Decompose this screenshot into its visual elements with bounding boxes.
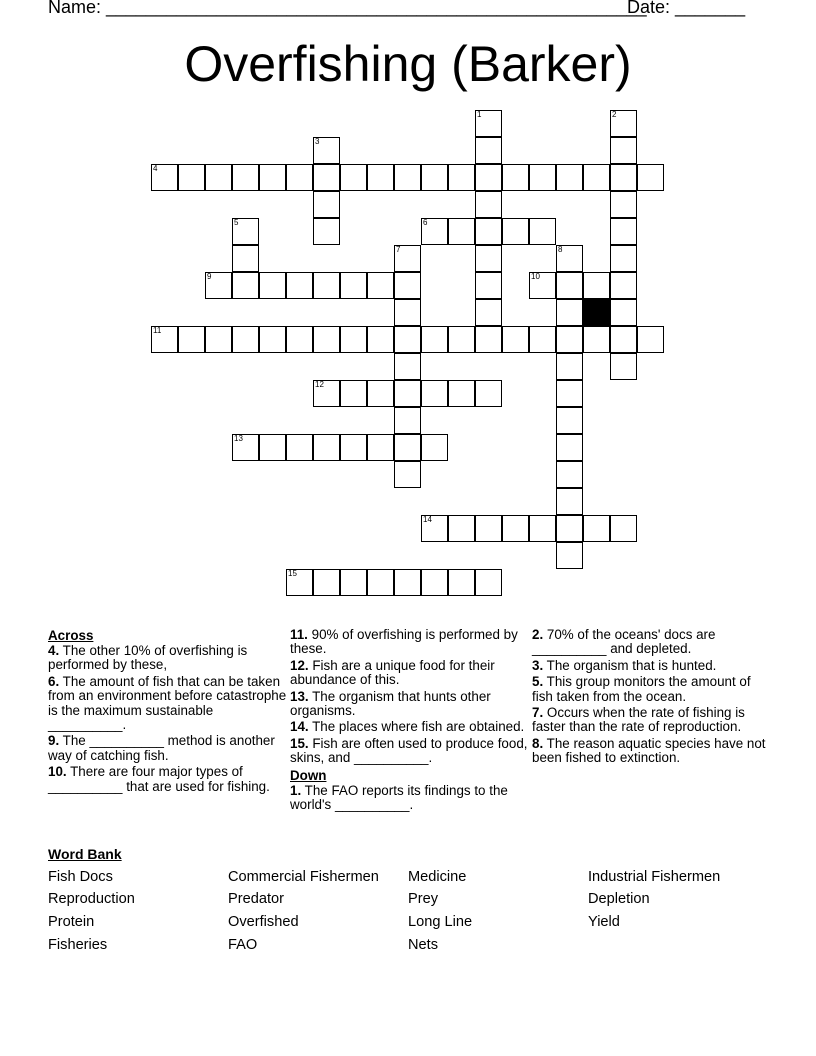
crossword-cell[interactable] bbox=[394, 461, 421, 488]
crossword-cell[interactable] bbox=[232, 164, 259, 191]
crossword-cell[interactable] bbox=[529, 164, 556, 191]
clue-across-4 bbox=[48, 644, 288, 673]
crossword-cell[interactable] bbox=[232, 272, 259, 299]
clue-number: 12. bbox=[290, 657, 309, 673]
crossword-cell[interactable] bbox=[448, 569, 475, 596]
crossword-cell[interactable] bbox=[151, 326, 178, 353]
cell-number: 14 bbox=[423, 515, 432, 524]
crossword-cell[interactable] bbox=[151, 164, 178, 191]
clue-across-15 bbox=[290, 737, 530, 766]
crossword-cell[interactable] bbox=[394, 299, 421, 326]
crossword-cell[interactable] bbox=[259, 326, 286, 353]
crossword-cell[interactable] bbox=[610, 272, 637, 299]
clue-across-6 bbox=[48, 675, 288, 733]
cell-number: 6 bbox=[423, 218, 428, 227]
crossword-cell[interactable] bbox=[232, 434, 259, 461]
middle-clues-column bbox=[290, 628, 530, 814]
crossword-cell[interactable] bbox=[502, 164, 529, 191]
crossword-cell[interactable] bbox=[610, 299, 637, 326]
clue-text: There are four major types of __________ that are used for fishing. bbox=[48, 764, 270, 794]
crossword-cell[interactable] bbox=[475, 272, 502, 299]
crossword-cell[interactable] bbox=[259, 164, 286, 191]
crossword-cell[interactable] bbox=[556, 515, 583, 542]
crossword-cell[interactable] bbox=[556, 380, 583, 407]
crossword-cell[interactable] bbox=[286, 272, 313, 299]
crossword-cell[interactable] bbox=[475, 380, 502, 407]
clue-text: Fish are often used to produce food, skins, and __________. bbox=[290, 735, 528, 766]
crossword-cell[interactable] bbox=[502, 326, 529, 353]
word-bank-item: Overfished bbox=[228, 914, 299, 930]
clue-text: The reason aquatic species have not been fished to extinction. bbox=[532, 735, 766, 766]
crossword-cell[interactable] bbox=[475, 569, 502, 596]
word-bank-item: Depletion bbox=[588, 891, 650, 907]
crossword-cell[interactable] bbox=[448, 164, 475, 191]
crossword-cell[interactable] bbox=[556, 461, 583, 488]
crossword-cell[interactable] bbox=[583, 164, 610, 191]
clue-number: 6. bbox=[48, 673, 60, 689]
crossword-cell[interactable] bbox=[394, 245, 421, 272]
word-bank-item: Industrial Fishermen bbox=[588, 869, 721, 885]
crossword-cell[interactable] bbox=[340, 326, 367, 353]
crossword-cell[interactable] bbox=[367, 569, 394, 596]
crossword-cell[interactable] bbox=[259, 272, 286, 299]
crossword-cell[interactable] bbox=[610, 353, 637, 380]
crossword-cell[interactable] bbox=[313, 164, 340, 191]
word-bank-item: Nets bbox=[408, 937, 439, 953]
clue-number: 3. bbox=[532, 657, 544, 673]
crossword-cell[interactable] bbox=[475, 164, 502, 191]
cell-number: 3 bbox=[315, 137, 320, 146]
cell-number: 10 bbox=[531, 272, 540, 281]
clue-down-7 bbox=[532, 706, 768, 735]
clue-number: 13. bbox=[290, 688, 309, 704]
word-bank-item: FAO bbox=[228, 937, 258, 953]
crossword-cell[interactable] bbox=[610, 326, 637, 353]
clue-across-14 bbox=[290, 720, 530, 734]
crossword-cell[interactable] bbox=[394, 569, 421, 596]
across-heading: Across bbox=[48, 628, 94, 643]
clue-down-3 bbox=[532, 659, 768, 673]
crossword-cell[interactable] bbox=[475, 110, 502, 137]
cell-number: 12 bbox=[315, 380, 324, 389]
crossword-cell[interactable] bbox=[178, 326, 205, 353]
cell-number: 2 bbox=[612, 110, 617, 119]
crossword-cell[interactable] bbox=[556, 353, 583, 380]
clue-number: 4. bbox=[48, 643, 60, 658]
cell-number: 9 bbox=[207, 272, 212, 281]
crossword-cell[interactable] bbox=[313, 569, 340, 596]
crossword-cell[interactable] bbox=[610, 218, 637, 245]
clue-down-2 bbox=[532, 628, 768, 657]
cell-number: 1 bbox=[477, 110, 482, 119]
word-bank-item: Yield bbox=[588, 914, 620, 930]
crossword-cell[interactable] bbox=[529, 326, 556, 353]
clue-down-1 bbox=[290, 784, 530, 813]
crossword-cell[interactable] bbox=[394, 164, 421, 191]
crossword-cell[interactable] bbox=[448, 515, 475, 542]
crossword-cell[interactable] bbox=[583, 326, 610, 353]
word-bank-item: Reproduction bbox=[48, 891, 135, 907]
crossword-cell[interactable] bbox=[286, 326, 313, 353]
clue-text: The organism that hunts other organisms. bbox=[290, 688, 491, 719]
crossword-cell[interactable] bbox=[340, 272, 367, 299]
word-bank-item: Commercial Fishermen bbox=[228, 869, 379, 885]
clue-text: The organism that is hunted. bbox=[546, 657, 717, 673]
crossword-cell[interactable] bbox=[313, 218, 340, 245]
crossword-cell[interactable] bbox=[232, 326, 259, 353]
crossword-cell[interactable] bbox=[583, 515, 610, 542]
crossword-cell[interactable] bbox=[475, 191, 502, 218]
clue-text: This group monitors the amount of fish taken from the ocean. bbox=[532, 674, 751, 704]
date-field-label: Date: _______ bbox=[627, 0, 746, 17]
crossword-cell[interactable] bbox=[583, 272, 610, 299]
crossword-cell[interactable] bbox=[556, 272, 583, 299]
crossword-cell[interactable] bbox=[394, 353, 421, 380]
crossword-cell[interactable] bbox=[367, 434, 394, 461]
crossword-cell[interactable] bbox=[340, 380, 367, 407]
cell-number: 4 bbox=[153, 164, 158, 173]
clue-number: 7. bbox=[532, 705, 544, 721]
crossword-cell[interactable] bbox=[475, 515, 502, 542]
crossword-cell[interactable] bbox=[313, 326, 340, 353]
clue-down-8 bbox=[532, 737, 768, 766]
clue-number: 9. bbox=[48, 733, 60, 749]
crossword-cell[interactable] bbox=[340, 164, 367, 191]
clue-across-11 bbox=[290, 628, 530, 657]
crossword-cell[interactable] bbox=[286, 164, 313, 191]
across-clues-column bbox=[48, 628, 288, 796]
crossword-cell[interactable] bbox=[367, 380, 394, 407]
clue-number: 8. bbox=[532, 735, 544, 751]
cell-number: 13 bbox=[234, 434, 243, 443]
clue-number: 10. bbox=[48, 764, 67, 780]
crossword-cell[interactable] bbox=[637, 164, 664, 191]
clue-text: 90% of overfishing is performed by these. bbox=[290, 627, 518, 657]
clue-across-12 bbox=[290, 659, 530, 688]
name-field-label: Name: ______________________________________________________ bbox=[48, 0, 647, 17]
crossword-cell[interactable] bbox=[421, 218, 448, 245]
crossword-cell[interactable] bbox=[610, 515, 637, 542]
clue-text: The other 10% of overfishing is performed by these, bbox=[48, 643, 248, 673]
crossword-cell[interactable] bbox=[205, 164, 232, 191]
clue-down-5 bbox=[532, 675, 768, 704]
clue-number: 5. bbox=[532, 674, 544, 690]
crossword-cell[interactable] bbox=[394, 272, 421, 299]
crossword-cell[interactable] bbox=[610, 137, 637, 164]
crossword-cell[interactable] bbox=[556, 434, 583, 461]
crossword-cell[interactable] bbox=[475, 137, 502, 164]
crossword-cell[interactable] bbox=[421, 380, 448, 407]
crossword-cell[interactable] bbox=[367, 164, 394, 191]
word-bank-heading: Word Bank bbox=[48, 846, 122, 862]
clue-text: The FAO reports its findings to the world's __________. bbox=[290, 782, 508, 813]
crossword-cell[interactable] bbox=[259, 434, 286, 461]
crossword-cell[interactable] bbox=[637, 326, 664, 353]
crossword-cell[interactable] bbox=[556, 245, 583, 272]
clue-text: The __________ method is another way of catching fish. bbox=[48, 733, 275, 763]
crossword-cell[interactable] bbox=[475, 326, 502, 353]
crossword-cell[interactable] bbox=[556, 299, 583, 326]
crossword-cell[interactable] bbox=[340, 569, 367, 596]
crossword-cell[interactable] bbox=[610, 245, 637, 272]
clue-text: Fish are a unique food for their abundance of this. bbox=[290, 657, 495, 688]
cell-number: 7 bbox=[396, 245, 401, 254]
crossword-cell[interactable] bbox=[475, 218, 502, 245]
down-heading: Down bbox=[290, 767, 327, 783]
crossword-cell[interactable] bbox=[340, 434, 367, 461]
clue-text: 70% of the oceans' docs are __________ and depleted. bbox=[532, 627, 716, 657]
crossword-cell[interactable] bbox=[286, 434, 313, 461]
crossword-cell[interactable] bbox=[178, 164, 205, 191]
crossword-cell[interactable] bbox=[421, 164, 448, 191]
word-bank-item: Protein bbox=[48, 914, 95, 930]
crossword-cell[interactable] bbox=[313, 380, 340, 407]
clue-number: 15. bbox=[290, 735, 309, 751]
crossword-cell[interactable] bbox=[205, 326, 232, 353]
word-bank-item: Long Line bbox=[408, 914, 473, 930]
crossword-cell[interactable] bbox=[367, 326, 394, 353]
crossword-cell[interactable] bbox=[610, 110, 637, 137]
crossword-cell[interactable] bbox=[421, 515, 448, 542]
crossword-cell[interactable] bbox=[502, 515, 529, 542]
clue-number: 11. bbox=[290, 627, 308, 642]
crossword-cell[interactable] bbox=[394, 380, 421, 407]
crossword-cell[interactable] bbox=[556, 407, 583, 434]
crossword-cell[interactable] bbox=[232, 245, 259, 272]
crossword-cell[interactable] bbox=[421, 569, 448, 596]
crossword-cell[interactable] bbox=[475, 299, 502, 326]
crossword-cell[interactable] bbox=[502, 218, 529, 245]
crossword-cell[interactable] bbox=[556, 164, 583, 191]
cell-number: 15 bbox=[288, 569, 297, 578]
clue-number: 1. bbox=[290, 782, 302, 798]
crossword-cell[interactable] bbox=[475, 245, 502, 272]
cell-number: 8 bbox=[558, 245, 563, 254]
crossword-cell[interactable] bbox=[556, 542, 583, 569]
crossword-cell[interactable] bbox=[529, 515, 556, 542]
crossword-cell[interactable] bbox=[394, 434, 421, 461]
crossword-cell[interactable] bbox=[286, 569, 313, 596]
crossword-cell[interactable] bbox=[529, 272, 556, 299]
clue-across-10 bbox=[48, 765, 288, 794]
crossword-cell[interactable] bbox=[610, 191, 637, 218]
word-bank-item: Prey bbox=[408, 891, 439, 907]
word-bank-item: Predator bbox=[228, 891, 284, 907]
cell-number: 11 bbox=[153, 326, 162, 335]
crossword-cell[interactable] bbox=[529, 218, 556, 245]
crossword-cell[interactable] bbox=[205, 272, 232, 299]
crossword-cell[interactable] bbox=[421, 326, 448, 353]
crossword-cell[interactable] bbox=[448, 326, 475, 353]
crossword-cell[interactable] bbox=[313, 272, 340, 299]
clue-text: Occurs when the rate of fishing is faster than the rate of reproduction. bbox=[532, 705, 745, 735]
cell-number: 5 bbox=[234, 218, 239, 227]
crossword-cell[interactable] bbox=[394, 407, 421, 434]
clue-number: 2. bbox=[532, 627, 544, 642]
crossword-cell[interactable] bbox=[313, 137, 340, 164]
clue-across-9 bbox=[48, 734, 288, 763]
crossword-cell[interactable] bbox=[448, 218, 475, 245]
clue-text: The places where fish are obtained. bbox=[312, 719, 525, 735]
crossword-cell[interactable] bbox=[313, 434, 340, 461]
word-bank-item: Fisheries bbox=[48, 937, 108, 953]
crossword-cell[interactable] bbox=[367, 272, 394, 299]
word-bank-item: Fish Docs bbox=[48, 869, 113, 885]
down-clues-column bbox=[532, 628, 768, 768]
word-bank-item: Medicine bbox=[408, 869, 467, 885]
crossword-cell[interactable] bbox=[556, 326, 583, 353]
page-title: Overfishing (Barker) bbox=[184, 36, 632, 92]
crossword-cell[interactable] bbox=[610, 164, 637, 191]
blocked-cell bbox=[583, 299, 610, 326]
clue-across-13 bbox=[290, 690, 530, 719]
clue-number: 14. bbox=[290, 719, 309, 735]
crossword-cell[interactable] bbox=[421, 434, 448, 461]
crossword-cell[interactable] bbox=[556, 488, 583, 515]
crossword-cell[interactable] bbox=[232, 218, 259, 245]
crossword-cell[interactable] bbox=[448, 380, 475, 407]
crossword-cell[interactable] bbox=[394, 326, 421, 353]
crossword-cell[interactable] bbox=[313, 191, 340, 218]
clue-text: The amount of fish that can be taken from an environment before catastrophe is the maximum sustainable __________. bbox=[48, 673, 287, 733]
